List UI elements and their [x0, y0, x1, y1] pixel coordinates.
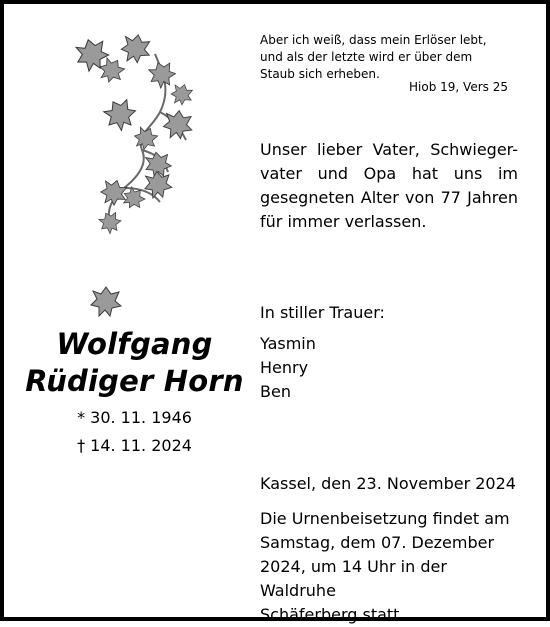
deceased-name: Wolfgang — [56, 327, 213, 361]
place-and-date: Kassel, den 23. November 2024 — [260, 474, 516, 493]
burial-line: Schäferberg statt. — [260, 605, 405, 624]
ivy-branch-icon — [60, 32, 210, 242]
bible-quote — [260, 32, 530, 83]
mourner-name: Yasmin — [260, 334, 316, 353]
announcement-line: für immer verlassen. — [260, 212, 427, 231]
burial-line: Die Urnenbeisetzung findet am — [260, 509, 510, 528]
mourner-list — [260, 332, 316, 404]
burial-line: 2024, um 14 Uhr in der Waldruhe — [260, 557, 447, 600]
mourner-name: Ben — [260, 382, 291, 401]
announcement-line: vater und Opa hat uns im — [260, 164, 518, 183]
death-announcement — [260, 138, 518, 234]
burial-notice — [260, 507, 522, 627]
deceased-block — [22, 326, 247, 460]
death-date: † 14. 11. 2024 — [77, 436, 192, 455]
announcement-line: gesegneten Alter von 77 Jahren — [260, 188, 518, 207]
mourner-name: Henry — [260, 358, 309, 377]
announcement-line: Unser lieber Vater, Schwieger- — [260, 140, 518, 159]
birth-date: * 30. 11. 1946 — [77, 408, 192, 427]
burial-line: Samstag, dem 07. Dezember — [260, 533, 495, 552]
mourning-label: In stiller Trauer: — [260, 303, 385, 322]
deceased-name: Rüdiger Horn — [25, 364, 244, 398]
quote-line: und als der letzte wird er über dem — [260, 50, 473, 64]
ivy-leaf-icon — [90, 285, 122, 317]
quote-reference: Hiob 19, Vers 25 — [409, 80, 508, 94]
quote-line: Aber ich weiß, dass mein Erlöser lebt, — [260, 33, 487, 47]
quote-line: Staub sich erheben. — [260, 67, 380, 81]
